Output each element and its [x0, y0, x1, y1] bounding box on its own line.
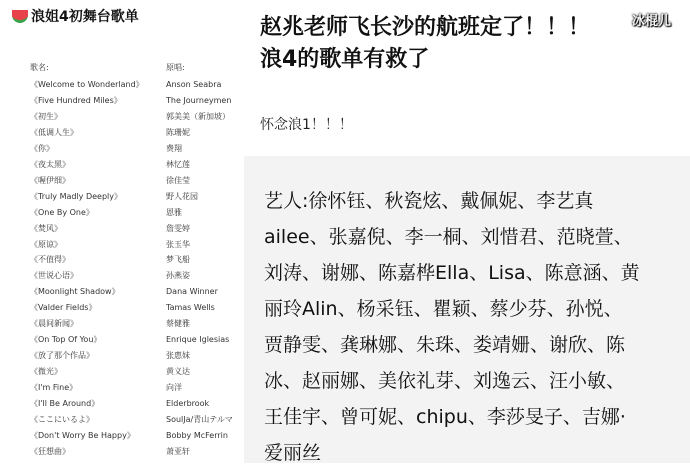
song-list-title-text: 浪姐4初舞台歌单	[31, 9, 139, 25]
original-artist: Enrique Iglesias	[166, 335, 230, 345]
artists-line: 爱丽丝	[264, 442, 322, 464]
song-row	[30, 268, 240, 284]
song-row	[30, 237, 240, 253]
headline-line-1: 赵兆老师飞长沙的航班定了！！！	[260, 15, 591, 40]
song-title: 《原谅》	[30, 239, 62, 249]
song-row	[30, 316, 240, 332]
song-row	[30, 125, 240, 141]
song-row	[30, 412, 240, 428]
artist-header: 原唱:	[166, 63, 185, 72]
artists-line: 冰、赵丽娜、美依礼芽、刘逸云、汪小敏、	[264, 370, 626, 392]
song-row	[30, 396, 240, 412]
original-artist: 张惠妹	[166, 351, 190, 361]
song-title: 《I'm Fine》	[30, 383, 78, 393]
original-artist: 郭美美（新加坡）	[166, 111, 230, 121]
original-artist: Bobby McFerrin	[166, 430, 228, 440]
original-artist: 野人花园	[166, 191, 198, 201]
song-title: 《One By One》	[30, 207, 94, 217]
song-row	[30, 221, 240, 237]
song-title: 《Don't Worry Be Happy》	[30, 430, 135, 440]
watermelon-icon	[12, 10, 28, 23]
song-row	[30, 157, 240, 173]
artists-line: 丽玲Alin、杨采钰、瞿颖、蔡少芬、孙悦、	[264, 298, 623, 320]
original-artist: 梦飞船	[166, 255, 190, 265]
original-artist: 费翔	[166, 143, 182, 153]
song-title: 《Moonlight Shadow》	[30, 287, 120, 297]
song-title: 《狂想曲》	[30, 446, 70, 456]
original-artist: 蔡健雅	[166, 319, 190, 329]
song-row	[30, 332, 240, 348]
song-row	[30, 205, 240, 221]
song-list-header	[30, 60, 240, 76]
artists-line: ailee、张嘉倪、李一桐、刘惜君、范晓萱、	[264, 226, 633, 248]
song-row	[30, 364, 240, 380]
song-title: 《初生》	[30, 111, 62, 121]
song-title: 《喔伊细》	[30, 175, 70, 185]
song-title: 《ここにいるよ》	[30, 414, 94, 424]
artists-line: 王佳宇、曾可妮、chipu、李莎旻子、吉娜·	[264, 406, 626, 428]
original-artist: 黄义达	[166, 367, 190, 377]
headline-line-2: 浪4的歌单有救了	[260, 47, 430, 72]
original-artist: SoulJa/青山テルマ	[166, 414, 233, 424]
song-row	[30, 109, 240, 125]
artists-line: 艺人:徐怀钰、秋瓷炫、戴佩妮、李艺真	[264, 190, 594, 212]
watermark: 冰棍儿	[632, 14, 672, 29]
song-row	[30, 284, 240, 300]
original-artist: 詹雯婷	[166, 223, 190, 233]
song-row	[30, 300, 240, 316]
song-header: 歌名:	[30, 63, 49, 72]
song-row	[30, 428, 240, 444]
subtext: 怀念浪1！！！	[260, 117, 353, 133]
song-title: 《微光》	[30, 367, 62, 377]
original-artist: 张玉华	[166, 239, 190, 249]
song-row	[30, 173, 240, 189]
song-title: 《你》	[30, 143, 54, 153]
original-artist: Elderbrook	[166, 399, 210, 408]
original-artist: The Journeymen	[166, 95, 232, 105]
original-artist: 恩雅	[166, 207, 182, 217]
song-row	[30, 189, 240, 205]
song-title: 《Valder Fields》	[30, 303, 97, 313]
song-title: 《晨间新闻》	[30, 319, 78, 329]
artists-line: 刘涛、谢娜、陈嘉桦Ella、Lisa、陈意涵、黄	[264, 262, 640, 284]
song-title: 《不值得》	[30, 255, 70, 265]
song-title: 《Welcome to Wonderland》	[30, 80, 144, 89]
song-row	[30, 380, 240, 396]
song-title: 《放了那个作品》	[30, 351, 94, 361]
song-list-title	[12, 6, 139, 26]
song-row	[30, 444, 240, 460]
song-row	[30, 252, 240, 268]
original-artist: 孙燕姿	[166, 271, 190, 281]
song-title: 《On Top Of You》	[30, 335, 102, 345]
song-list-panel	[0, 0, 240, 463]
song-title: 《焚风》	[30, 223, 62, 233]
post-panel	[244, 0, 690, 463]
song-row	[30, 141, 240, 157]
original-artist: Tamas Wells	[166, 303, 215, 313]
artists-line: 贾静雯、龚琳娜、朱珠、娄靖姗、谢欣、陈	[264, 334, 626, 356]
original-artist: Anson Seabra	[166, 80, 222, 89]
original-artist: Dana Winner	[166, 287, 218, 297]
original-artist: 徐佳莹	[166, 175, 190, 185]
original-artist: 林忆莲	[166, 159, 190, 169]
original-artist: 萧亚轩	[166, 446, 190, 456]
song-title: 《I'll Be Around》	[30, 399, 100, 408]
song-title: 《世说心语》	[30, 271, 78, 281]
song-title: 《Truly Madly Deeply》	[30, 191, 122, 201]
original-artist: 陈珊妮	[166, 127, 190, 137]
song-title: 《夜太黑》	[30, 159, 70, 169]
song-row	[30, 93, 240, 109]
original-artist: 向洋	[166, 383, 182, 393]
artists-box	[244, 156, 690, 463]
song-row	[30, 348, 240, 364]
song-title: 《Five Hundred Miles》	[30, 95, 122, 105]
song-title: 《低调人生》	[30, 127, 78, 137]
song-row	[30, 77, 240, 93]
